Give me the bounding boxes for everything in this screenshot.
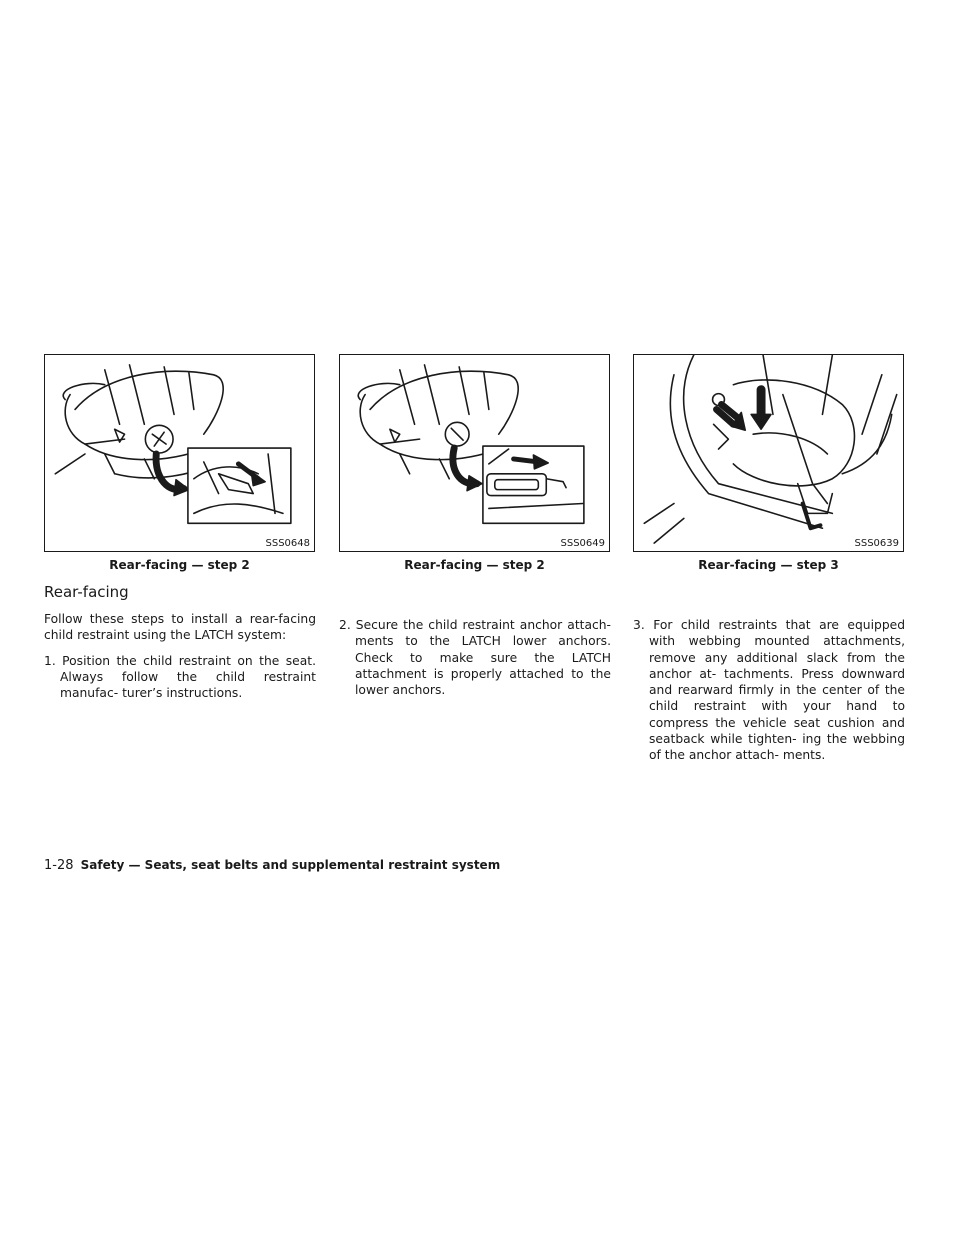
figure-1 (44, 354, 315, 552)
chapter-title: Safety — Seats, seat belts and supplemental restraint system (80, 858, 501, 872)
text-column-1 (44, 582, 316, 701)
page-number: 1-28 (44, 858, 74, 873)
figure-2 (339, 354, 610, 552)
figure-3 (633, 354, 904, 552)
figure-caption: Rear-facing — step 2 (404, 558, 545, 572)
figure-caption: Rear-facing — step 3 (698, 558, 839, 572)
section-heading: Rear-facing (44, 583, 129, 601)
page-footer (44, 856, 500, 875)
text-column-3 (633, 617, 905, 764)
step-2: 2. Secure the child restraint anchor attach- ments to the LATCH lower anchors. Check to make sure the LATCH attachment is properly attached to the lower anchors. (339, 618, 611, 698)
intro-paragraph: Follow these steps to install a rear-facing child restraint using the LATCH system: (44, 612, 316, 643)
figure-code: SSS0639 (854, 538, 899, 549)
press-child-restraint-illustration (634, 355, 903, 551)
text-column-2 (339, 617, 611, 698)
step-3: 3. For child restraints that are equipped with webbing mounted attachments, remove any additional slack from the anchor at- tachments. Press downward and rearward firmly in the center of the child restraint with your hand to compress the vehicle seat cushion and seatback while tighten- ing the webbing of the anchor attach- ments. (633, 618, 905, 763)
figure-code: SSS0648 (265, 538, 310, 549)
step-1: 1. Position the child restraint on the seat. Always follow the child restraint manufac- turer’s instructions. (44, 653, 316, 701)
figure-code: SSS0649 (560, 538, 605, 549)
seat-lower-anchor-illustration (45, 355, 314, 551)
figure-caption: Rear-facing — step 2 (109, 558, 250, 572)
latch-attachment-illustration (340, 355, 609, 551)
